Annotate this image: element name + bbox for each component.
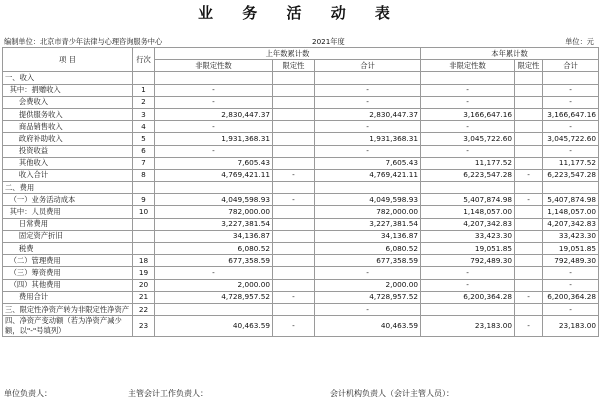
cell-curr-restricted [515, 182, 543, 194]
table-row [3, 84, 599, 96]
cell-curr-total: 5,407,874.98 [543, 194, 599, 206]
cell-line-no: 9 [133, 194, 155, 206]
cell-item: 三、限定性净资产转为非限定性净资产 [3, 303, 133, 315]
cell-curr-restricted [515, 121, 543, 133]
cell-curr-unrestricted: 11,177.52 [421, 157, 515, 169]
cell-prev-total: 40,463.59 [315, 316, 421, 337]
cell-curr-unrestricted: - [421, 279, 515, 291]
cell-prev-restricted [273, 303, 315, 315]
col-curr-year: 本年累计数 [421, 48, 599, 60]
cell-line-no: 3 [133, 108, 155, 120]
cell-prev-total: 4,728,957.52 [315, 291, 421, 303]
cell-curr-restricted [515, 303, 543, 315]
table-row [3, 279, 599, 291]
cell-curr-unrestricted: 23,183.00 [421, 316, 515, 337]
cell-prev-unrestricted [155, 182, 273, 194]
table-row [3, 267, 599, 279]
cell-curr-total [543, 182, 599, 194]
cell-item: 其他收入 [3, 157, 133, 169]
cell-prev-unrestricted: 4,769,421.11 [155, 169, 273, 181]
table-row [3, 316, 599, 337]
cell-prev-unrestricted: 782,000.00 [155, 206, 273, 218]
cell-item: 投资收益 [3, 145, 133, 157]
cell-curr-unrestricted [421, 182, 515, 194]
cell-curr-unrestricted [421, 303, 515, 315]
header-row-1 [3, 48, 599, 60]
table-row [3, 243, 599, 255]
cell-prev-restricted: - [273, 194, 315, 206]
cell-prev-unrestricted: 7,605.43 [155, 157, 273, 169]
cell-item: 收入合计 [3, 169, 133, 181]
activity-table [2, 47, 599, 337]
cell-curr-unrestricted: 792,489.30 [421, 255, 515, 267]
cell-line-no: 7 [133, 157, 155, 169]
cell-prev-total: - [315, 145, 421, 157]
cell-prev-total [315, 72, 421, 84]
cell-curr-total: 11,177.52 [543, 157, 599, 169]
cell-curr-total: 4,207,342.83 [543, 218, 599, 230]
preparer-unit: 编制单位：北京市青少年法律与心理咨询服务中心 [4, 37, 163, 46]
cell-prev-restricted [273, 230, 315, 242]
cell-curr-restricted: - [515, 316, 543, 337]
cell-prev-unrestricted: 677,358.59 [155, 255, 273, 267]
cell-curr-total: 19,051.85 [543, 243, 599, 255]
cell-prev-total: 782,000.00 [315, 206, 421, 218]
cell-prev-total: 7,605.43 [315, 157, 421, 169]
cell-curr-unrestricted: 3,045,722.60 [421, 133, 515, 145]
cell-prev-total: 4,769,421.11 [315, 169, 421, 181]
cell-curr-restricted: - [515, 194, 543, 206]
table-row [3, 230, 599, 242]
cell-curr-restricted [515, 218, 543, 230]
table-row [3, 291, 599, 303]
cell-item: 税费 [3, 243, 133, 255]
cell-curr-total: 3,166,647.16 [543, 108, 599, 120]
cell-prev-total: - [315, 96, 421, 108]
cell-prev-total: - [315, 84, 421, 96]
cell-prev-restricted [273, 145, 315, 157]
cell-curr-unrestricted: - [421, 267, 515, 279]
col-prev-year: 上年数累计数 [155, 48, 421, 60]
table-row [3, 206, 599, 218]
cell-curr-unrestricted: 33,423.30 [421, 230, 515, 242]
cell-item: （四）其他费用 [3, 279, 133, 291]
cell-curr-total [543, 72, 599, 84]
cell-prev-total: - [315, 267, 421, 279]
cell-curr-restricted [515, 72, 543, 84]
table-row [3, 72, 599, 84]
cell-line-no: 6 [133, 145, 155, 157]
cell-curr-total: - [543, 303, 599, 315]
cell-prev-unrestricted: - [155, 84, 273, 96]
cell-prev-total: - [315, 303, 421, 315]
cell-line-no [133, 230, 155, 242]
cell-item: 其中：人员费用 [3, 206, 133, 218]
cell-line-no: 20 [133, 279, 155, 291]
cell-item: 费用合计 [3, 291, 133, 303]
cell-prev-total: 4,049,598.93 [315, 194, 421, 206]
cell-curr-restricted [515, 133, 543, 145]
table-row [3, 96, 599, 108]
cell-prev-unrestricted: 34,136.87 [155, 230, 273, 242]
table-row [3, 145, 599, 157]
cell-prev-unrestricted: 2,830,447.37 [155, 108, 273, 120]
cell-prev-unrestricted: - [155, 145, 273, 157]
cell-prev-restricted [273, 218, 315, 230]
cell-curr-unrestricted: 19,051.85 [421, 243, 515, 255]
cell-prev-restricted [273, 267, 315, 279]
cell-curr-total: 3,045,722.60 [543, 133, 599, 145]
cell-line-no: 8 [133, 169, 155, 181]
cell-prev-restricted [273, 279, 315, 291]
table-body [3, 72, 599, 337]
cell-prev-restricted [273, 96, 315, 108]
table-row [3, 218, 599, 230]
cell-prev-unrestricted: - [155, 121, 273, 133]
cell-prev-total: - [315, 121, 421, 133]
cell-prev-total: 6,080.52 [315, 243, 421, 255]
cell-curr-restricted [515, 267, 543, 279]
cell-line-no: 19 [133, 267, 155, 279]
cell-item: 政府补助收入 [3, 133, 133, 145]
cell-prev-total: 2,000.00 [315, 279, 421, 291]
cell-curr-total: 33,423.30 [543, 230, 599, 242]
cell-prev-total [315, 182, 421, 194]
cell-prev-unrestricted: - [155, 267, 273, 279]
cell-curr-restricted [515, 157, 543, 169]
cell-line-no: 21 [133, 291, 155, 303]
currency-unit: 单位：元 [565, 37, 594, 46]
table-row [3, 108, 599, 120]
cell-line-no [133, 182, 155, 194]
cell-curr-unrestricted: 4,207,342.83 [421, 218, 515, 230]
cell-prev-restricted [273, 84, 315, 96]
table-row [3, 194, 599, 206]
cell-curr-unrestricted: 6,200,364.28 [421, 291, 515, 303]
cell-curr-unrestricted: 5,407,874.98 [421, 194, 515, 206]
cell-item: 一、收入 [3, 72, 133, 84]
accounting-head-signature: 主管会计工作负责人： [128, 389, 208, 398]
cell-curr-total: - [543, 96, 599, 108]
cell-item: （一）业务活动成本 [3, 194, 133, 206]
cell-item: 其中：捐赠收入 [3, 84, 133, 96]
cell-curr-total: 1,148,057.00 [543, 206, 599, 218]
cell-curr-total: - [543, 121, 599, 133]
accounting-org-head-signature: 会计机构负责人（会计主管人员）： [330, 389, 454, 398]
cell-curr-restricted [515, 84, 543, 96]
cell-item: 四、净资产变动额（若为净资产减少额，以"-"号填列） [3, 316, 133, 337]
col-prev-restricted: 限定性 [273, 60, 315, 72]
cell-prev-total: 677,358.59 [315, 255, 421, 267]
col-curr-total: 合计 [543, 60, 599, 72]
cell-prev-restricted: - [273, 291, 315, 303]
cell-prev-total: 2,830,447.37 [315, 108, 421, 120]
cell-prev-unrestricted [155, 72, 273, 84]
cell-line-no [133, 243, 155, 255]
cell-curr-restricted [515, 145, 543, 157]
cell-curr-unrestricted: 6,223,547.28 [421, 169, 515, 181]
cell-curr-restricted: - [515, 169, 543, 181]
cell-line-no: 23 [133, 316, 155, 337]
cell-curr-restricted [515, 279, 543, 291]
cell-prev-unrestricted: 2,000.00 [155, 279, 273, 291]
cell-item: 二、费用 [3, 182, 133, 194]
cell-prev-restricted [273, 182, 315, 194]
cell-item: 日常费用 [3, 218, 133, 230]
cell-prev-unrestricted: 4,728,957.52 [155, 291, 273, 303]
cell-curr-unrestricted: - [421, 145, 515, 157]
cell-curr-unrestricted: - [421, 96, 515, 108]
cell-prev-restricted: - [273, 316, 315, 337]
cell-item: （三）筹资费用 [3, 267, 133, 279]
cell-line-no [133, 218, 155, 230]
col-curr-unrestricted: 非限定性数 [421, 60, 515, 72]
cell-item: （二）管理费用 [3, 255, 133, 267]
unit-head-signature: 单位负责人： [4, 389, 52, 398]
table-row [3, 182, 599, 194]
cell-prev-restricted [273, 206, 315, 218]
cell-prev-total: 34,136.87 [315, 230, 421, 242]
cell-line-no: 10 [133, 206, 155, 218]
cell-item: 会费收入 [3, 96, 133, 108]
cell-curr-total: - [543, 84, 599, 96]
cell-curr-unrestricted: - [421, 84, 515, 96]
cell-prev-restricted [273, 72, 315, 84]
cell-curr-total: 6,223,547.28 [543, 169, 599, 181]
cell-curr-restricted [515, 230, 543, 242]
col-prev-unrestricted: 非限定性数 [155, 60, 273, 72]
cell-line-no: 22 [133, 303, 155, 315]
cell-curr-unrestricted [421, 72, 515, 84]
col-prev-total: 合计 [315, 60, 421, 72]
cell-curr-restricted: - [515, 291, 543, 303]
cell-prev-total: 1,931,368.31 [315, 133, 421, 145]
cell-curr-restricted [515, 255, 543, 267]
col-line-no: 行次 [133, 48, 155, 72]
cell-prev-unrestricted [155, 303, 273, 315]
table-row [3, 169, 599, 181]
cell-prev-unrestricted: 4,049,598.93 [155, 194, 273, 206]
cell-prev-restricted [273, 108, 315, 120]
cell-curr-restricted [515, 206, 543, 218]
cell-line-no [133, 72, 155, 84]
cell-prev-unrestricted: 6,080.52 [155, 243, 273, 255]
cell-curr-restricted [515, 108, 543, 120]
cell-curr-total: 23,183.00 [543, 316, 599, 337]
table-row [3, 303, 599, 315]
cell-prev-restricted: - [273, 169, 315, 181]
cell-curr-total: - [543, 279, 599, 291]
cell-curr-total: 6,200,364.28 [543, 291, 599, 303]
cell-prev-restricted [273, 121, 315, 133]
cell-line-no: 4 [133, 121, 155, 133]
cell-curr-total: - [543, 267, 599, 279]
report-title: 业 务 活 动 表 [198, 4, 402, 22]
table-row [3, 157, 599, 169]
cell-curr-restricted [515, 243, 543, 255]
cell-prev-restricted [273, 243, 315, 255]
cell-prev-restricted [273, 255, 315, 267]
cell-prev-unrestricted: 3,227,381.54 [155, 218, 273, 230]
table-row [3, 255, 599, 267]
cell-curr-total: - [543, 145, 599, 157]
cell-line-no: 5 [133, 133, 155, 145]
cell-item: 商品销售收入 [3, 121, 133, 133]
cell-item: 固定资产折旧 [3, 230, 133, 242]
cell-curr-unrestricted: - [421, 121, 515, 133]
cell-curr-total: 792,489.30 [543, 255, 599, 267]
cell-line-no: 18 [133, 255, 155, 267]
cell-curr-unrestricted: 3,166,647.16 [421, 108, 515, 120]
cell-prev-unrestricted: 40,463.59 [155, 316, 273, 337]
table-row [3, 133, 599, 145]
cell-curr-restricted [515, 96, 543, 108]
cell-prev-restricted [273, 157, 315, 169]
table-row [3, 121, 599, 133]
col-curr-restricted: 限定性 [515, 60, 543, 72]
report-year: 2021年度 [312, 37, 345, 46]
cell-curr-unrestricted: 1,148,057.00 [421, 206, 515, 218]
col-item: 项 目 [3, 48, 133, 72]
cell-item: 提供服务收入 [3, 108, 133, 120]
cell-prev-unrestricted: 1,931,368.31 [155, 133, 273, 145]
cell-prev-restricted [273, 133, 315, 145]
cell-prev-unrestricted: - [155, 96, 273, 108]
cell-line-no: 1 [133, 84, 155, 96]
cell-prev-total: 3,227,381.54 [315, 218, 421, 230]
cell-line-no: 2 [133, 96, 155, 108]
